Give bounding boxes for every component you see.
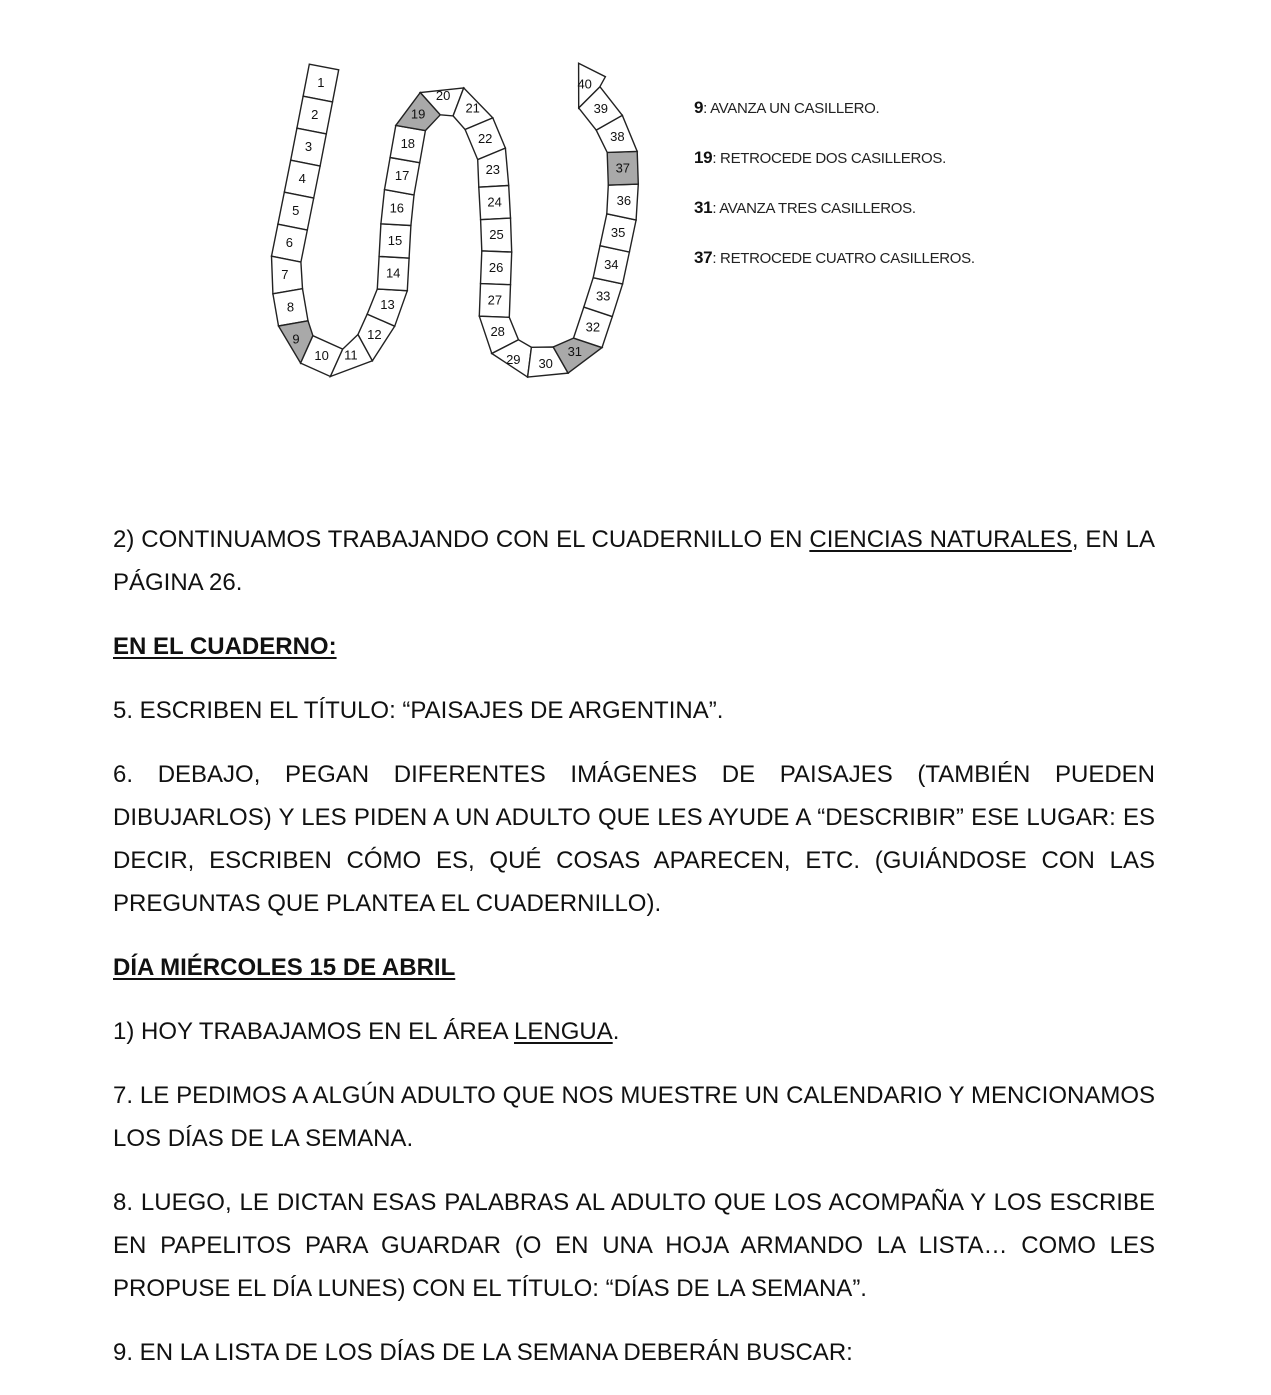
- item-6: 6. DEBAJO, PEGAN DIFERENTES IMÁGENES DE PAISAJES (TAMBIÉN PUEDEN DIBUJARLOS) Y LES PIDEN A UN ADULTO QUE LES AYUDE A “DESCRIBIR” ESE LUGAR: ES DECIR, ESCRIBEN CÓMO ES, QUÉ COSAS APARECEN, ETC. (GUIÁNDOSE CON LAS PREGUNTAS QUE PLANTEA EL CUADERNILLO).: [113, 761, 1155, 917]
- board-square-number: 18: [400, 136, 416, 151]
- board-square-number: 19: [410, 106, 426, 122]
- item-7: 7. LE PEDIMOS A ALGÚN ADULTO QUE NOS MUESTRE UN CALENDARIO Y MENCIONAMOS LOS DÍAS DE LA SEMANA.: [113, 1082, 1155, 1152]
- rule-text: : AVANZA UN CASILLERO.: [703, 100, 880, 117]
- text-run: , EN LA PÁGINA 26.: [113, 526, 1156, 596]
- paragraph-ciencias: [113, 518, 1155, 604]
- board-rules-list: [694, 95, 975, 295]
- board-square-number: 20: [435, 88, 451, 104]
- board-square-number: 35: [610, 224, 626, 240]
- item-5: 5. ESCRIBEN EL TÍTULO: “PAISAJES DE ARGENTINA”.: [113, 697, 724, 724]
- subject-lengua: LENGUA: [514, 1018, 613, 1045]
- board-square-number: 22: [477, 130, 493, 146]
- document-body: [113, 518, 1155, 1395]
- paragraph-lengua: [113, 1010, 1155, 1053]
- board-square-number: 39: [593, 100, 609, 116]
- board-square-number: 12: [367, 327, 382, 343]
- board-square-number: 6: [285, 235, 294, 251]
- board-square-number: 15: [387, 233, 403, 248]
- item-9: 9. EN LA LISTA DE LOS DÍAS DE LA SEMANA DEBERÁN BUSCAR:: [113, 1339, 853, 1366]
- text-run: 1) HOY TRABAJAMOS EN EL ÁREA: [113, 1018, 515, 1045]
- board-square-number: 10: [314, 348, 329, 364]
- board-square-number: 34: [604, 256, 619, 272]
- rule-item: [694, 145, 975, 195]
- subject-ciencias-naturales: CIENCIAS NATURALES: [809, 526, 1072, 553]
- board-square-number: 30: [538, 356, 553, 372]
- board-square-number: 8: [286, 299, 295, 315]
- board-square-number: 40: [577, 76, 592, 92]
- board-square-number: 9: [292, 331, 300, 347]
- board-square-number: 5: [292, 203, 300, 219]
- board-square-number: 1: [317, 75, 325, 90]
- board-square-number: 28: [490, 324, 505, 340]
- board-square-number: 24: [487, 194, 502, 210]
- board-square-number: 32: [585, 319, 601, 335]
- board-square-number: 31: [567, 344, 583, 359]
- text-run: 2) CONTINUAMOS TRABAJANDO CON EL CUADERNILLO EN: [113, 526, 810, 553]
- board-square-number: 7: [281, 267, 289, 283]
- board-square-number: 26: [488, 259, 504, 275]
- board-square-number: 38: [610, 128, 625, 144]
- board-square-number: 11: [344, 347, 358, 363]
- board-square-number: 23: [485, 162, 501, 177]
- item-8: 8. LUEGO, LE DICTAN ESAS PALABRAS AL ADULTO QUE LOS ACOMPAÑA Y LOS ESCRIBE EN PAPELITOS PARA GUARDAR (O EN UNA HOJA ARMANDO LA LISTA… COMO LES PROPUSE EL DÍA LUNES) CON EL TÍTULO: “DÍAS DE LA SEMANA”.: [113, 1189, 1155, 1302]
- text-run: .: [612, 1018, 620, 1045]
- rule-number: 37: [694, 248, 713, 267]
- rule-text: : RETROCEDE CUATRO CASILLEROS.: [712, 250, 975, 267]
- rule-number: 9: [694, 98, 704, 117]
- board-square-number: 4: [298, 171, 306, 187]
- board-square-number: 36: [616, 192, 632, 208]
- board-square-number: 16: [389, 200, 405, 216]
- heading-en-el-cuaderno: EN EL CUADERNO:: [113, 633, 337, 660]
- board-square-number: 14: [385, 265, 401, 281]
- board-square-number: 13: [380, 297, 395, 313]
- rule-item: [694, 95, 975, 145]
- board-square-number: 2: [311, 107, 319, 123]
- board-square-number: 25: [489, 227, 504, 243]
- board-square-number: 37: [615, 160, 631, 176]
- rule-item: [694, 245, 975, 295]
- board-square-number: 3: [304, 139, 313, 155]
- rule-number: 31: [694, 198, 713, 217]
- board-square-number: 27: [487, 292, 503, 308]
- rule-text: : AVANZA TRES CASILLEROS.: [712, 200, 916, 217]
- rule-text: : RETROCEDE DOS CASILLEROS.: [712, 150, 946, 167]
- board-square-number: 17: [394, 168, 410, 184]
- board-game-track: [262, 45, 662, 395]
- rule-number: 19: [694, 148, 713, 167]
- board-square-number: 21: [465, 100, 480, 116]
- board-square-number: 33: [595, 288, 611, 304]
- heading-dia-miercoles: DÍA MIÉRCOLES 15 DE ABRIL: [113, 954, 456, 981]
- rule-item: [694, 195, 975, 245]
- board-square-number: 29: [506, 352, 521, 368]
